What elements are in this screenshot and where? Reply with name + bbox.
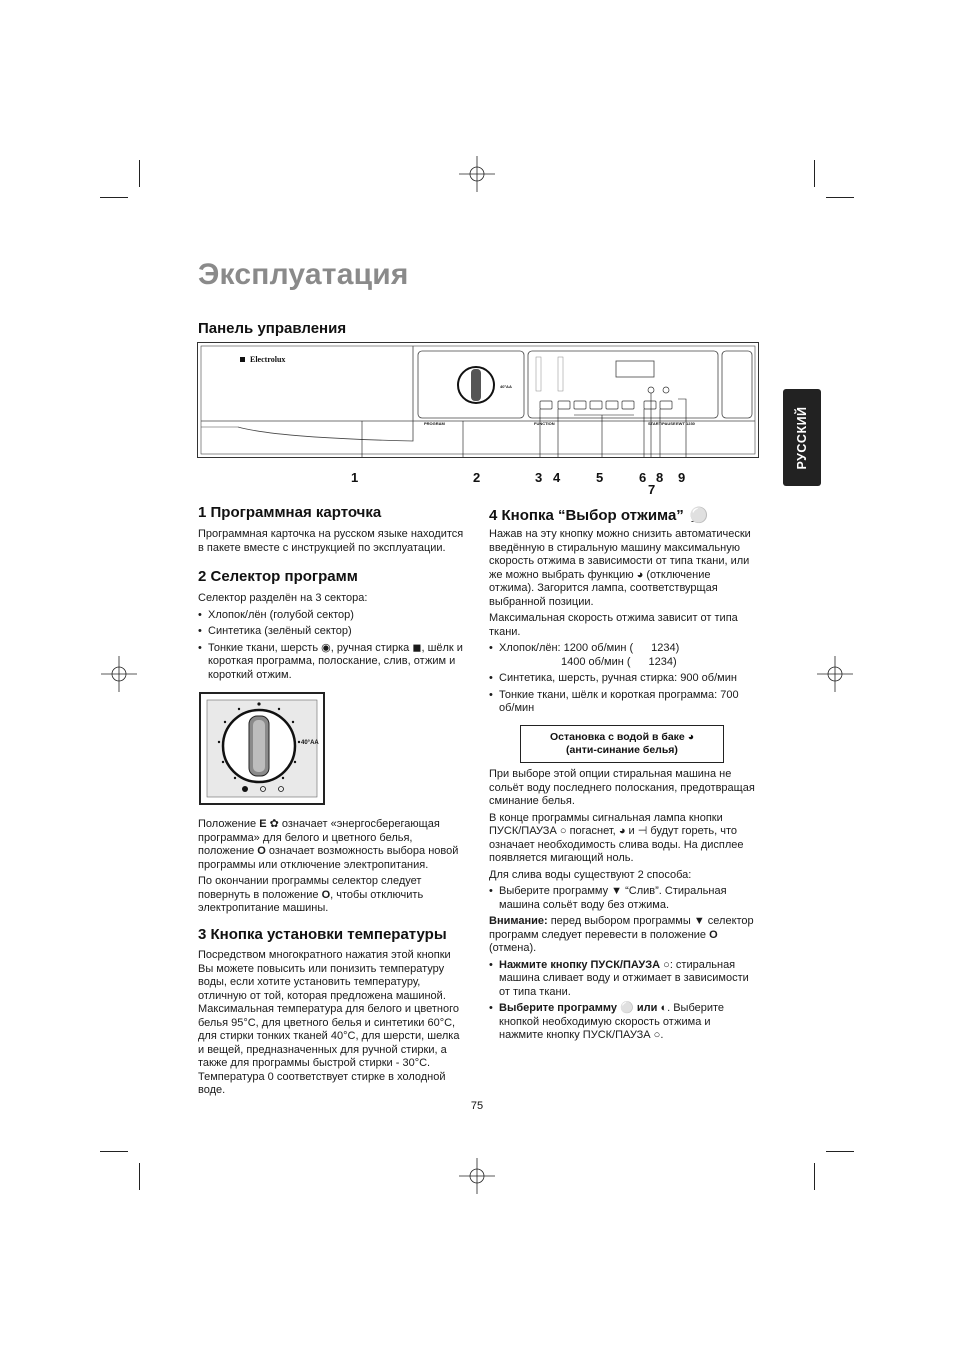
positions-text-c: означает возможность выбора новой программы или отключение электропитания. (198, 845, 459, 871)
spin-p1-text-a: Нажав на эту кнопку можно снизить автоматически введённую в стиральную машину максимальную скорость отжима в зависимости от типа ткани, или же можно выбрать функцию (489, 528, 751, 581)
cotton-speed-1400: 1400 об/мин ( (561, 655, 631, 668)
callout-5: 5 (596, 470, 604, 485)
drain-1-text-a: Выберите программу (499, 885, 609, 897)
registration-mark-icon (459, 1158, 495, 1194)
panel-temp-marker: 40°AA (500, 384, 512, 389)
p4-text-d: будут гореть, что означает необходимость слива воды. На дисплее появляется мигающий ноль. (489, 825, 744, 864)
program-dial-drawing (201, 694, 323, 803)
rinse-hold-line-2: (анти-синание белья) (566, 744, 678, 756)
registration-mark-icon (101, 656, 137, 692)
callout-6: 6 (639, 470, 647, 485)
attention-label: Внимание: (489, 915, 548, 927)
attention-text-b: селектор программ следует перевести в положение (489, 915, 754, 941)
wool-icon: ◉ (321, 641, 331, 654)
drain-method-2 (489, 959, 755, 1000)
temperature-paragraph: Посредством многократного нажатия этой кнопки Вы можете повысить или понизить температуру воды, если хотите установить температуру, отличную от той, которая предложена машиной. Максимальная температура для белого и цветного белья 95°С, для цветного белья и синтетики 60°С, для стирки тонких тканей 40°С, для шерсти, шелка и вещей, предназначенных для ручной стирки, а также для программы быстрой стирки - 30°С. Температура 0 соответствует стирке в холодной воде. (198, 949, 460, 1096)
attention-text-c: (отмена). (489, 942, 537, 954)
rinse-hold-icon: ◕ (687, 731, 695, 743)
panel-label-function: FUNCTION (534, 421, 555, 426)
crop-mark (826, 197, 854, 198)
p4-text-a: В конце программы сигнальная лампа кнопки ПУСК/ПАУЗА (489, 811, 723, 837)
attention-paragraph (489, 915, 755, 956)
callout-9: 9 (678, 470, 686, 485)
crop-mark (814, 160, 815, 187)
program-selector-positions (198, 818, 466, 919)
start-pause-icon: ○ (653, 1029, 661, 1041)
position-e: E (259, 818, 267, 830)
drain-icon: ▼ (611, 885, 623, 897)
spin-icon: ⚪ (620, 1002, 634, 1014)
section-heading-panel: Панель управления (198, 320, 347, 337)
page-number: 75 (470, 1100, 484, 1112)
spin-p1-text-b: (отключение отжима). Загорится лампа, соответствурщая выбранной позиции. (489, 568, 718, 608)
cotton-model-1: 1234) (651, 642, 680, 654)
crop-mark (100, 197, 128, 198)
callout-8: 8 (656, 470, 664, 485)
start-pause-icon: ○ (559, 825, 567, 837)
end-position-o: O (321, 888, 331, 901)
spin-speed-synthetics: • Синтетика, шерсть, ручная стирка: 900 об/мин (489, 672, 755, 686)
callout-7: 7 (648, 482, 656, 497)
language-tab (783, 389, 821, 486)
end-icon: ⊣ (637, 825, 648, 837)
panel-label-program: PROGRAM (424, 421, 445, 426)
end-text-a: По окончании программы селектор следует повернуть в положение (198, 875, 422, 901)
drain-method-1 (489, 885, 755, 912)
callout-3: 3 (535, 470, 543, 485)
dial-temp-label: 40°AA (301, 740, 319, 746)
delicates-text-a: Тонкие ткани, шерсть (208, 641, 319, 654)
rinse-hold-title: Остановка с водой в баке (549, 731, 685, 743)
selector-sector-cotton: • Хлопок/лён (голубой сектор) (198, 609, 466, 623)
drain-3-text-b: или (636, 1002, 658, 1014)
crop-mark (139, 160, 140, 187)
crop-mark (814, 1163, 815, 1190)
selector-intro: Селектор разделён на 3 сектора: (198, 592, 368, 604)
rinse-hold-text (489, 768, 755, 1046)
selector-positions-paragraph (198, 818, 466, 872)
attention-position-o: O (709, 928, 718, 941)
panel-brand: Electrolux (250, 355, 286, 364)
heading-spin-button-wrap (489, 506, 708, 524)
crop-mark (826, 1151, 854, 1152)
drain-icon: ▼ (693, 915, 705, 927)
eco-icon: ✿ (269, 818, 279, 830)
spin-speed-delicates: • Тонкие ткани, шёлк и короткая программа: 700 об/мин (489, 689, 755, 716)
delicates-text-b: , ручная стирка (330, 641, 410, 654)
no-spin-icon: ◕ (636, 568, 644, 581)
rinse-hold-line-1 (521, 731, 723, 744)
position-o: O (257, 845, 266, 857)
spin-button-text (489, 528, 755, 719)
rinse-hold-paragraph-1: При выборе этой опции стиральная машина не сольёт воду последнего полоскания, предотвращая сминание белья. (489, 768, 755, 807)
crop-mark (139, 1163, 140, 1190)
panel-label-model: EWT 1230 (676, 421, 695, 426)
positions-text-a: Положение (198, 818, 257, 830)
cotton-speed-1200: Хлопок/лён: 1200 об/мин ( (499, 642, 634, 654)
attention-text-a: перед выбором программы (550, 915, 691, 927)
drain-methods-intro: Для слива воды существуют 2 способа: (489, 868, 692, 881)
drain-3-text-d: . (660, 1029, 664, 1041)
hand-wash-icon: ◼ (412, 641, 422, 654)
rinse-hold-paragraph-2 (489, 812, 755, 866)
spin-paragraph-1 (489, 528, 755, 609)
heading-program-card: 1 Программная карточка (198, 504, 382, 521)
p4-text-b: погаснет, (569, 825, 616, 837)
positions-text-b: означает «энергосберегающая программа» для белого и цветного белья, положение (198, 818, 440, 857)
selector-sector-delicates (198, 642, 466, 683)
spin-speed-cotton (489, 642, 755, 669)
drain-3-text-c: . Выберите кнопкой необходимую скорость отжима и нажмите кнопку ПУСК/ПАУЗА (499, 1002, 725, 1041)
spin-icon: ِ⚪ (689, 507, 709, 524)
control-panel-illustration (197, 342, 759, 458)
rinse-hold-box (520, 725, 724, 763)
registration-mark-icon (817, 656, 853, 692)
drain-1-text-b: “Слив”. Стиральная машина сольёт воду без отжима. (499, 885, 727, 911)
heading-spin-button: 4 Кнопка “Выбор отжима” (489, 506, 684, 524)
selector-end-paragraph (198, 875, 466, 916)
heading-program-selector: 2 Селектор программ (198, 568, 358, 585)
end-text-b: , чтобы отключить электропитание машины. (198, 888, 424, 914)
language-tab-label: РУССКИЙ (795, 405, 809, 470)
delicates-text-c: , шёлк и короткая программа, полоскание, слив, отжим и короткий отжим. (208, 641, 463, 681)
program-card-paragraph: Программная карточка на русском языке находится в пакете вместе с инструкцией по эксплуатации. (198, 528, 464, 554)
p4-text-c: и (628, 825, 635, 837)
start-pause-icon: ○ (663, 958, 670, 971)
temperature-button-text (198, 949, 466, 1101)
cotton-model-2: 1234) (648, 655, 677, 668)
short-spin-icon: ◐ (660, 1002, 668, 1014)
program-card-text (198, 528, 466, 558)
callout-1: 1 (351, 470, 359, 485)
registration-mark-icon (459, 156, 495, 192)
heading-temperature-button: 3 Кнопка установки температуры (198, 926, 447, 943)
drain-2-text-a: Нажмите кнопку ПУСК/ПАУЗА (499, 958, 661, 971)
panel-label-start: START/PAUSE (648, 421, 676, 426)
drain-3-text-a: Выберите программу (499, 1002, 618, 1014)
callout-2: 2 (473, 470, 481, 485)
crop-mark (100, 1151, 128, 1152)
program-dial-illustration (199, 692, 325, 805)
selector-sector-synthetics: • Синтетика (зелёный сектор) (198, 625, 466, 639)
page-title: Эксплуатация (198, 258, 409, 291)
rinse-hold-icon: ◕ (618, 825, 626, 837)
drain-2-text-b: : стиральная машина сливает воду и отжимает в зависимости от типа ткани. (499, 958, 749, 998)
spin-paragraph-2: Максимальная скорость отжима зависит от типа ткани. (489, 612, 738, 638)
callout-4: 4 (553, 470, 561, 485)
program-selector-text (198, 592, 466, 685)
drain-method-3 (489, 1002, 755, 1043)
